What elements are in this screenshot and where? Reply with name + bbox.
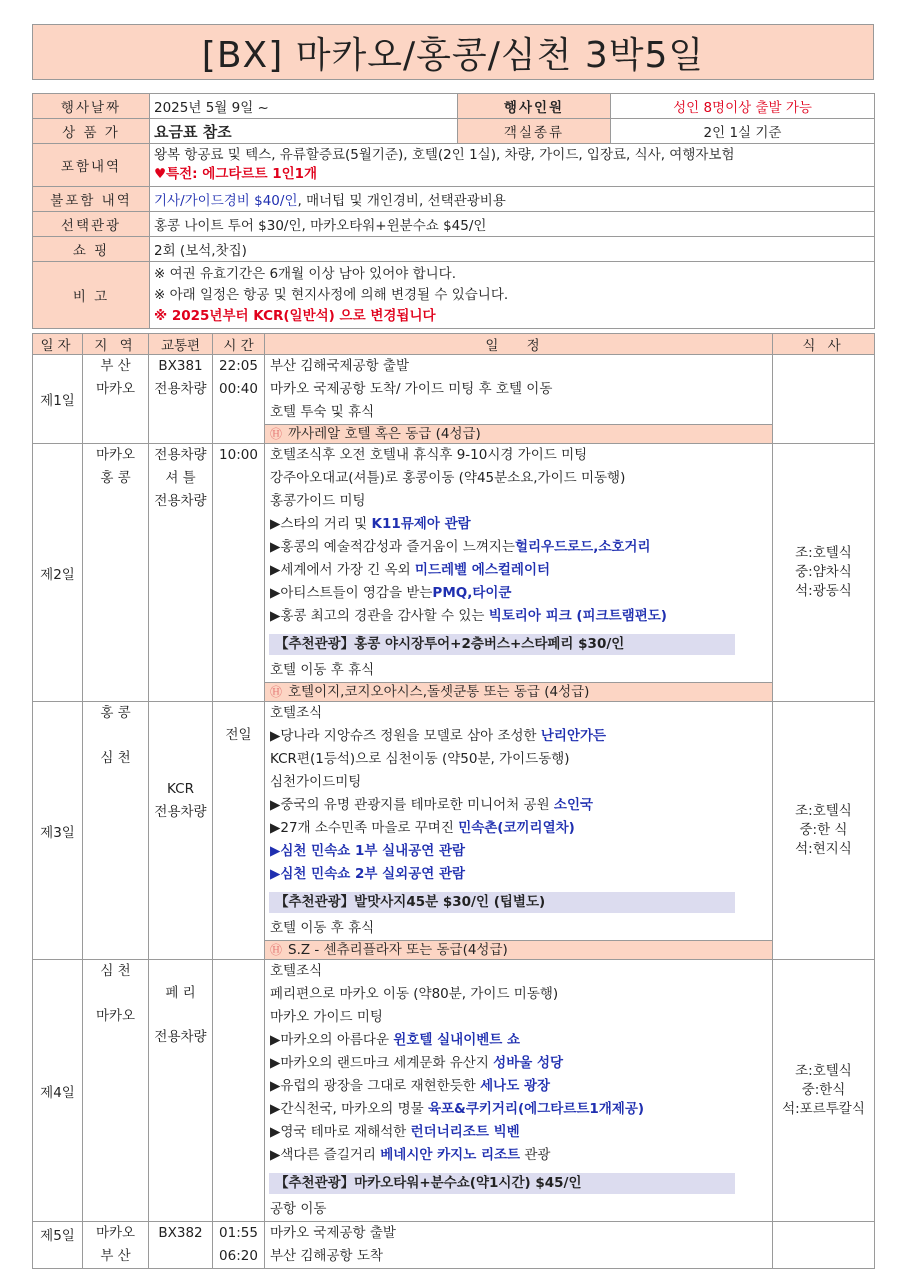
region: 부 산 [100, 358, 131, 374]
time: 06:20 [219, 1248, 258, 1264]
optional-label: 선택관광 [33, 212, 150, 237]
header-region: 지 역 [83, 334, 149, 355]
meal-lunch: 중:한 식 [799, 822, 848, 838]
day-label: 제5일 [33, 1222, 83, 1269]
region: 심 천 [100, 963, 131, 979]
transport: 페 리 [165, 985, 196, 1001]
note-passport: ※ 여권 유효기간은 6개월 이상 남아 있어야 합니다. [154, 265, 457, 282]
hotel-info [265, 424, 772, 443]
note-kcr: ※ 2025년부터 KCR(일반석) 으로 변경됩니다 [154, 307, 436, 324]
schedule-item: 마카오 가이드 미팅 [270, 1009, 383, 1025]
hotel-icon: Ⓗ [270, 943, 283, 957]
hotel-name: 호텔이지,코지오아시스,돌셋쿤통 또는 동급 (4성급) [288, 684, 590, 700]
region: 부 산 [100, 1248, 131, 1264]
special-benefit: ♥특전: 에그타르트 1인1개 [154, 166, 318, 182]
exclude-rest: , 매너팁 및 개인경비, 선택관광비용 [297, 193, 506, 209]
meal-lunch: 중:한식 [801, 1082, 846, 1098]
hotel-name: 까사레알 호텔 혹은 동급 (4성급) [288, 426, 481, 442]
note-label: 비 고 [33, 262, 150, 329]
transport: 셔 틀 [165, 470, 196, 486]
highlight-item: ▶마카오의 아름다운 윈호텔 실내이벤트 쇼 [270, 1032, 521, 1048]
highlight-item: ▶아티스트들이 영감을 받는PMQ,타이쿤 [270, 585, 512, 601]
region: 마카오 [95, 381, 136, 397]
time: 10:00 [219, 447, 258, 463]
hotel-icon: Ⓗ [270, 685, 283, 699]
day-label: 제1일 [33, 355, 83, 444]
header-time: 시 간 [213, 334, 265, 355]
people-label: 행사인원 [458, 94, 611, 119]
hotel-info [265, 940, 772, 959]
region: 마카오 [95, 447, 136, 463]
header-day: 일자 [33, 334, 83, 355]
room-value: 2인 1실 기준 [611, 119, 875, 144]
highlight-item: ▶색다른 즐길거리 베네시안 카지노 리조트 관광 [270, 1147, 551, 1163]
exclude-guide-fee: 기사/가이드경비 $40/인 [154, 193, 298, 209]
highlight-item: ▶심천 민속쇼 1부 실내공연 관람 [270, 843, 466, 859]
transport: BX381 [158, 358, 203, 374]
highlight-item: ▶마카오의 랜드마크 세계문화 유산지 성바울 성당 [270, 1055, 564, 1071]
time: 01:55 [219, 1225, 258, 1241]
schedule-item: 부산 김해국제공항 출발 [270, 358, 409, 374]
include-value: 왕복 항공료 및 텍스, 유류할증료(5월기준), 호텔(2인 1실), 차량, 가이드, 입장료, 식사, 여행자보험 [154, 147, 735, 163]
schedule-item: 홍콩가이드 미팅 [270, 493, 366, 509]
include-label: 포함내역 [33, 144, 150, 187]
header-meal: 식 사 [773, 334, 875, 355]
schedule-item: 강주아오대교(셔틀)로 홍콩이동 (약45분소요,가이드 미동행) [270, 470, 626, 486]
date-value: 2025년 5월 9일 ~ [150, 94, 458, 119]
schedule-item: 호텔조식 [270, 963, 323, 979]
schedule-item: 호텔조식 [270, 705, 323, 721]
region: 홍 콩 [100, 470, 131, 486]
schedule-item: 부산 김해공항 도착 [270, 1248, 383, 1264]
schedule-item: 호텔 투숙 및 휴식 [270, 404, 375, 420]
day-row-3 [33, 702, 875, 960]
schedule-item: KCR편(1등석)으로 심천이동 (약50분, 가이드동행) [270, 751, 570, 767]
info-table [32, 93, 875, 329]
day-label: 제3일 [33, 702, 83, 960]
highlight-item: ▶중국의 유명 관광지를 테마로한 미니어처 공원 소인국 [270, 797, 594, 813]
transport: 전용차량 [154, 1029, 207, 1045]
header-transport: 교통편 [149, 334, 213, 355]
note-schedule: ※ 아래 일정은 항공 및 현지사정에 의해 변경될 수 있습니다. [154, 286, 509, 303]
hotel-info [265, 682, 772, 701]
highlight-item: ▶심천 민속쇼 2부 실외공연 관람 [270, 866, 466, 882]
highlight-item: ▶홍콩의 예술적감성과 즐거움이 느껴지는헐리우드로드,소호거리 [270, 539, 651, 555]
price-value: 요금표 참조 [150, 119, 458, 144]
schedule-item: 마카오 국제공항 출발 [270, 1225, 396, 1241]
schedule-item: 호텔 이동 후 휴식 [270, 662, 375, 678]
day-label: 제4일 [33, 960, 83, 1222]
highlight-item: ▶스타의 거리 및 K11뮤제아 관람 [270, 516, 471, 532]
price-label: 상 품 가 [33, 119, 150, 144]
region: 홍 콩 [100, 705, 131, 721]
room-label: 객실종류 [458, 119, 611, 144]
day-label: 제2일 [33, 444, 83, 702]
highlight-item: ▶당나라 지앙슈즈 정원을 모델로 삼아 조성한 난리안가든 [270, 728, 607, 744]
recommended-tour: 【추천관광】마카오타워+분수쇼(약1시간) $45/인 [269, 1173, 735, 1194]
meal-dinner: 석:광동식 [795, 583, 852, 599]
time: 22:05 [219, 358, 258, 374]
day-row-1 [33, 355, 875, 444]
hotel-icon: Ⓗ [270, 427, 283, 441]
day-row-4 [33, 960, 875, 1222]
region: 마카오 [95, 1008, 136, 1024]
meal-breakfast: 조:호텔식 [795, 1063, 852, 1079]
shopping-value: 2회 (보석,찻집) [150, 237, 875, 262]
transport: KCR [167, 780, 194, 797]
exclude-label: 불포함 내역 [33, 187, 150, 212]
date-label: 행사날짜 [33, 94, 150, 119]
schedule-item: 마카오 국제공항 도착/ 가이드 미팅 후 호텔 이동 [270, 381, 553, 397]
time: 00:40 [219, 381, 258, 397]
page-title: [BX] 마카오/홍콩/심천 3박5일 [32, 24, 874, 80]
day-row-5 [33, 1222, 875, 1269]
schedule-item: 페리편으로 마카오 이동 (약80분, 가이드 미동행) [270, 986, 559, 1002]
schedule-table [32, 333, 875, 1269]
schedule-item: 호텔조식후 오전 호텔내 휴식후 9-10시경 가이드 미팅 [270, 447, 588, 463]
region: 심 천 [100, 750, 131, 766]
highlight-item: ▶27개 소수민족 마을로 꾸며진 민속촌(코끼리열차) [270, 820, 575, 836]
highlight-item: ▶간식천국, 마카오의 명물 육포&쿠키거리(에그타르트1개제공) [270, 1101, 645, 1117]
day-row-2 [33, 444, 875, 702]
people-value: 성인 8명이상 출발 가능 [611, 94, 875, 119]
highlight-item: ▶영국 테마로 재해석한 런더너리조트 빅벤 [270, 1124, 520, 1140]
transport: 전용차량 [154, 447, 207, 463]
recommended-tour: 【추천관광】발맛사지45분 $30/인 (팁별도) [269, 892, 735, 913]
schedule-item: 공항 이동 [270, 1201, 327, 1217]
transport: 전용차량 [154, 493, 207, 509]
meal-dinner: 석:포르투칼식 [782, 1101, 865, 1117]
meal-breakfast: 조:호텔식 [795, 545, 852, 561]
highlight-item: ▶세계에서 가장 긴 옥외 미드레벨 에스컬레이터 [270, 562, 551, 578]
recommended-tour: 【추천관광】홍콩 야시장투어+2층버스+스타페리 $30/인 [269, 634, 735, 655]
meal-dinner: 석:현지식 [795, 841, 852, 857]
shopping-label: 쇼 핑 [33, 237, 150, 262]
hotel-name: S.Z - 센츄리플라자 또는 동급(4성급) [288, 942, 508, 958]
highlight-item: ▶유럽의 광장을 그대로 재현한듯한 세나도 광장 [270, 1078, 551, 1094]
region: 마카오 [95, 1225, 136, 1241]
time: 전일 [225, 727, 252, 743]
meal-lunch: 중:얌차식 [795, 564, 852, 580]
transport: 전용차량 [154, 381, 207, 397]
optional-value: 홍콩 나이트 투어 $30/인, 마카오타워+윈분수쇼 $45/인 [150, 212, 875, 237]
schedule-item: 호텔 이동 후 휴식 [270, 920, 375, 936]
transport: 전용차량 [154, 803, 207, 820]
header-schedule: 일 정 [265, 334, 773, 355]
highlight-item: ▶홍콩 최고의 경관을 감사할 수 있는 빅토리아 피크 (피크트램편도) [270, 608, 667, 624]
meal-breakfast: 조:호텔식 [795, 803, 852, 819]
transport: BX382 [158, 1225, 203, 1241]
schedule-item: 심천가이드미팅 [270, 774, 362, 790]
